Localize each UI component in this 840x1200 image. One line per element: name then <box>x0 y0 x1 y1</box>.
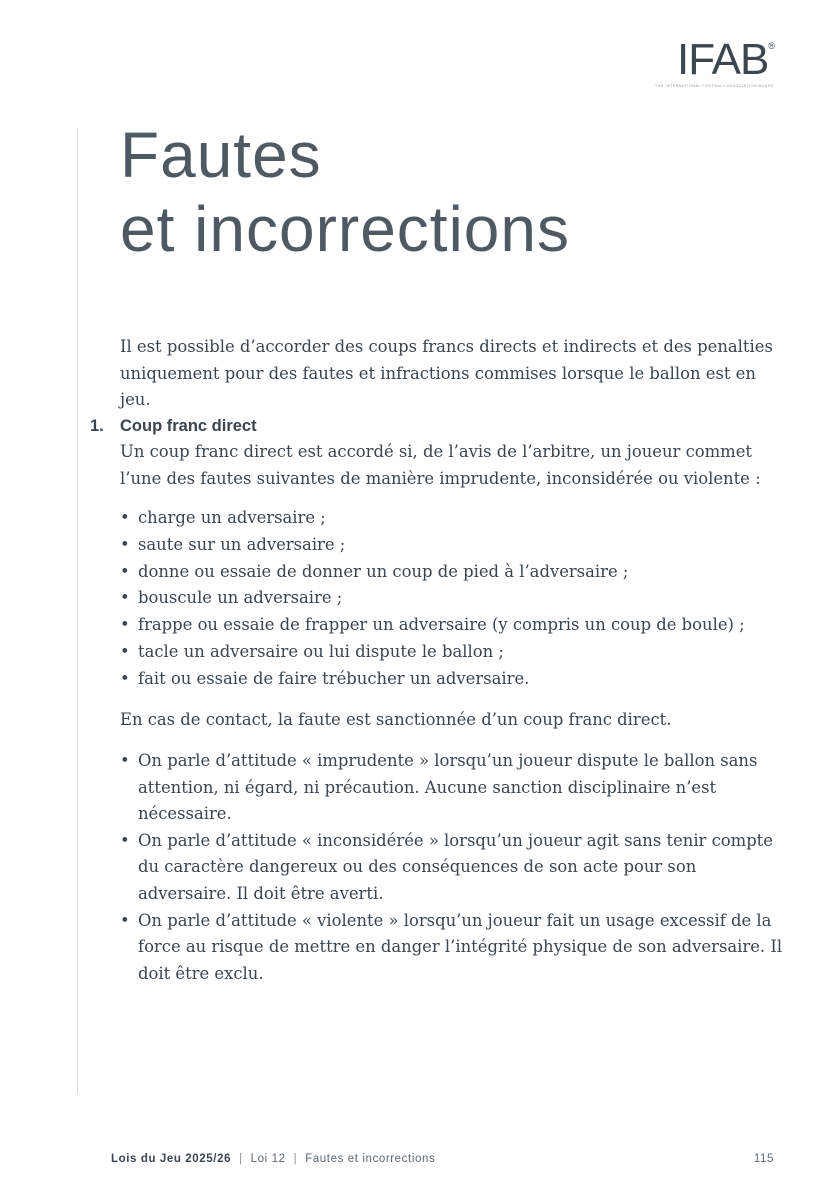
section-direct-free-kick <box>90 413 790 987</box>
list-item: • bouscule un adversaire ; <box>120 585 790 612</box>
section-heading <box>90 413 790 439</box>
section-title: Coup franc direct <box>120 417 257 435</box>
definition-item: • On parle d’attitude « inconsidérée » lorsqu’un joueur agit sans tenir compte du caractère dangereux ou des conséquences de son acte pour son adversaire. Il doit être averti. <box>120 828 790 908</box>
footer-separator: | <box>293 1153 298 1165</box>
page-footer <box>111 1153 774 1165</box>
list-item: • charge un adversaire ; <box>120 505 790 532</box>
footer-chapter: Fautes et incorrections <box>305 1153 436 1165</box>
list-item: • donne ou essaie de donner un coup de pied à l’adversaire ; <box>120 559 790 586</box>
footer-separator: | <box>239 1153 243 1165</box>
footer-law: Loi 12 <box>250 1153 286 1165</box>
definition-item: • On parle d’attitude « imprudente » lorsqu’un joueur dispute le ballon sans attention, ni égard, ni précaution. Aucune sanction disciplinaire n’est nécessaire. <box>120 748 790 828</box>
registered-mark: ® <box>768 41 774 51</box>
definitions-list <box>120 748 790 987</box>
ifab-logo <box>655 35 774 88</box>
logo-subtitle: THE INTERNATIONAL FOOTBALL ASSOCIATION BOARD <box>655 84 774 88</box>
contact-paragraph: En cas de contact, la faute est sanctionnée d’un coup franc direct. <box>120 709 672 729</box>
definition-item: • On parle d’attitude « violente » lorsqu’un joueur fait un usage excessif de la force au risque de mettre en danger l’intégrité physique de son adversaire. Il doit être exclu. <box>120 908 790 988</box>
logo-text: IFAB <box>676 35 769 84</box>
title-line-1: Fautes <box>120 119 322 191</box>
page-title <box>120 118 570 266</box>
footer-book-title: Lois du Jeu 2025/26 <box>111 1153 232 1165</box>
list-item: • saute sur un adversaire ; <box>120 532 790 559</box>
list-item: • fait ou essaie de faire trébucher un adversaire. <box>120 666 790 693</box>
list-item: • frappe ou essaie de frapper un adversaire (y compris un coup de boule) ; <box>120 612 790 639</box>
section-lead: Un coup franc direct est accordé si, de l’avis de l’arbitre, un joueur commet l’une des fautes suivantes de manière imprudente, inconsidérée ou violente : <box>120 442 761 488</box>
fouls-list <box>120 505 790 693</box>
section-number: 1. <box>90 417 104 435</box>
list-item: • tacle un adversaire ou lui dispute le ballon ; <box>120 639 790 666</box>
intro-paragraph: Il est possible d’accorder des coups francs directs et indirects et des penalties uniquement pour des fautes et infractions commises lorsque le ballon est en jeu. <box>120 337 773 409</box>
margin-rule <box>77 128 78 1094</box>
title-line-2: et incorrections <box>120 193 570 265</box>
page-number: 115 <box>753 1153 774 1165</box>
